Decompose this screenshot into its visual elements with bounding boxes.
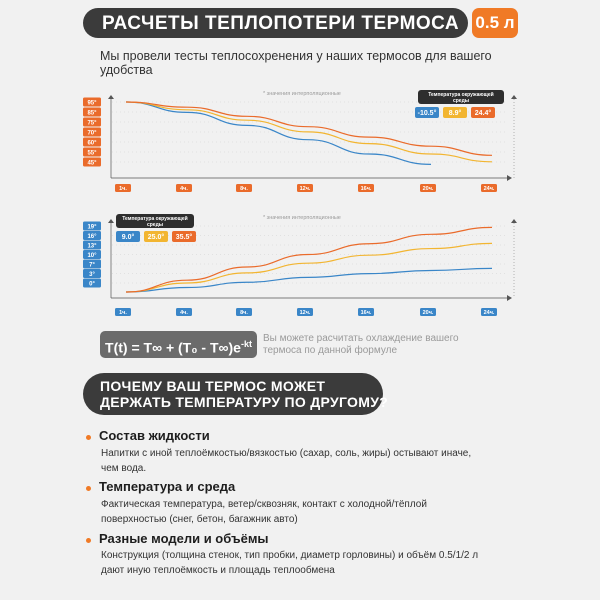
- y-tick-label: 45°: [87, 160, 97, 167]
- cooling-chart: [0, 82, 600, 200]
- x-axis-arrow-icon: [507, 175, 512, 181]
- section-title-environment: Температура и среда: [99, 479, 236, 494]
- x-tick-label: 16ч.: [360, 186, 372, 192]
- y-axis-arrow-icon: [108, 219, 114, 223]
- x-tick-label: 4ч.: [180, 186, 188, 192]
- y-tick-label: 19°: [87, 224, 97, 231]
- subtitle: Мы провели тесты теплосохренения у наших термосов для вашего удобства: [100, 49, 492, 77]
- legend-title-line1: Температура окружающей: [122, 216, 188, 222]
- formula-box: [100, 331, 257, 358]
- x-tick-label: 8ч.: [240, 310, 248, 316]
- x-tick-label: 24ч.: [483, 310, 495, 316]
- right-axis-arrow-icon: [511, 95, 517, 99]
- y-tick-label: 16°: [87, 234, 97, 240]
- bullet-dot-icon: [86, 538, 91, 543]
- legend-label: 8.9°: [448, 110, 462, 117]
- x-axis-arrow-icon: [507, 295, 512, 301]
- x-tick-label: 1ч.: [119, 310, 127, 316]
- y-tick-label: 75°: [87, 120, 97, 127]
- formula-note: Вы можете расчитать охлаждение вашего термоса по данной формуле: [263, 333, 459, 356]
- y-tick-label: 7°: [89, 262, 95, 269]
- y-tick-label: 3°: [89, 272, 95, 278]
- y-tick-label: 10°: [87, 253, 97, 259]
- why-title-line2: ДЕРЖАТЬ ТЕМПЕРАТУРУ ПО ДРУГОМУ?: [100, 394, 389, 410]
- bullet-dot-icon: [86, 486, 91, 491]
- why-title: [100, 378, 388, 410]
- series-line-1: [126, 102, 431, 164]
- series-line-2: [126, 243, 492, 292]
- y-tick-label: 95°: [87, 100, 97, 107]
- legend-title-line2: среды: [146, 222, 164, 228]
- y-axis-arrow-icon: [108, 95, 114, 99]
- section-title-liquid: Состав жидкости: [99, 428, 210, 443]
- interp-note: * значения интерполяционные: [263, 91, 341, 97]
- x-tick-label: 8ч.: [240, 186, 248, 192]
- x-tick-label: 12ч.: [299, 310, 311, 316]
- legend-label: 9.0°: [121, 234, 135, 241]
- volume-badge: 0.5 л: [472, 8, 518, 38]
- bullet-dot-icon: [86, 435, 91, 440]
- x-tick-label: 1ч.: [119, 186, 127, 192]
- section-body-liquid: Напитки с иной теплоёмкостью/вязкостью (сахар, соль, жиры) остывают иначе, чем вода.: [101, 448, 472, 474]
- page-title: РАСЧЕТЫ ТЕПЛОПОТЕРИ ТЕРМОСА: [102, 13, 460, 34]
- x-tick-label: 20ч.: [422, 310, 434, 316]
- legend-label: 35.5°: [175, 234, 193, 241]
- y-tick-label: 70°: [87, 130, 97, 137]
- formula-text: T(t) = T∞ + (T₀ - T∞)e: [105, 339, 241, 356]
- legend-label: -10.5°: [417, 110, 437, 117]
- y-tick-label: 60°: [87, 140, 97, 147]
- section-body-environment: Фактическая температура, ветер/сквозняк, контакт с холодной/тёплой поверхностью (снег, бетон, багажник авто): [101, 499, 427, 525]
- heating-chart: [0, 208, 600, 320]
- y-tick-label: 13°: [87, 243, 97, 250]
- legend-title-line1: Температура окружающей: [428, 92, 494, 98]
- x-tick-label: 24ч.: [483, 186, 495, 192]
- formula-exponent: -kt: [240, 339, 252, 349]
- right-axis-arrow-icon: [511, 219, 517, 223]
- y-tick-label: 55°: [87, 150, 97, 157]
- y-tick-label: 85°: [87, 110, 97, 117]
- legend-label: 24.4°: [474, 110, 492, 117]
- section-body-models: Конструкция (толщина стенок, тип пробки, диаметр горловины) и объём 0.5/1/2 л дают иную теплоёмкость и площадь теплообмена: [101, 550, 479, 576]
- legend-title-line2: среды: [452, 98, 470, 104]
- x-tick-label: 20ч.: [422, 186, 434, 192]
- legend-label: 25.0°: [147, 234, 165, 241]
- x-tick-label: 12ч.: [299, 186, 311, 192]
- x-tick-label: 16ч.: [360, 310, 372, 316]
- y-tick-label: 0°: [89, 281, 95, 288]
- section-title-models: Разные модели и объёмы: [99, 531, 269, 546]
- x-tick-label: 4ч.: [180, 310, 188, 316]
- interp-note: * значения интерполяционные: [263, 215, 341, 221]
- why-title-line1: ПОЧЕМУ ВАШ ТЕРМОС МОЖЕТ: [100, 378, 326, 394]
